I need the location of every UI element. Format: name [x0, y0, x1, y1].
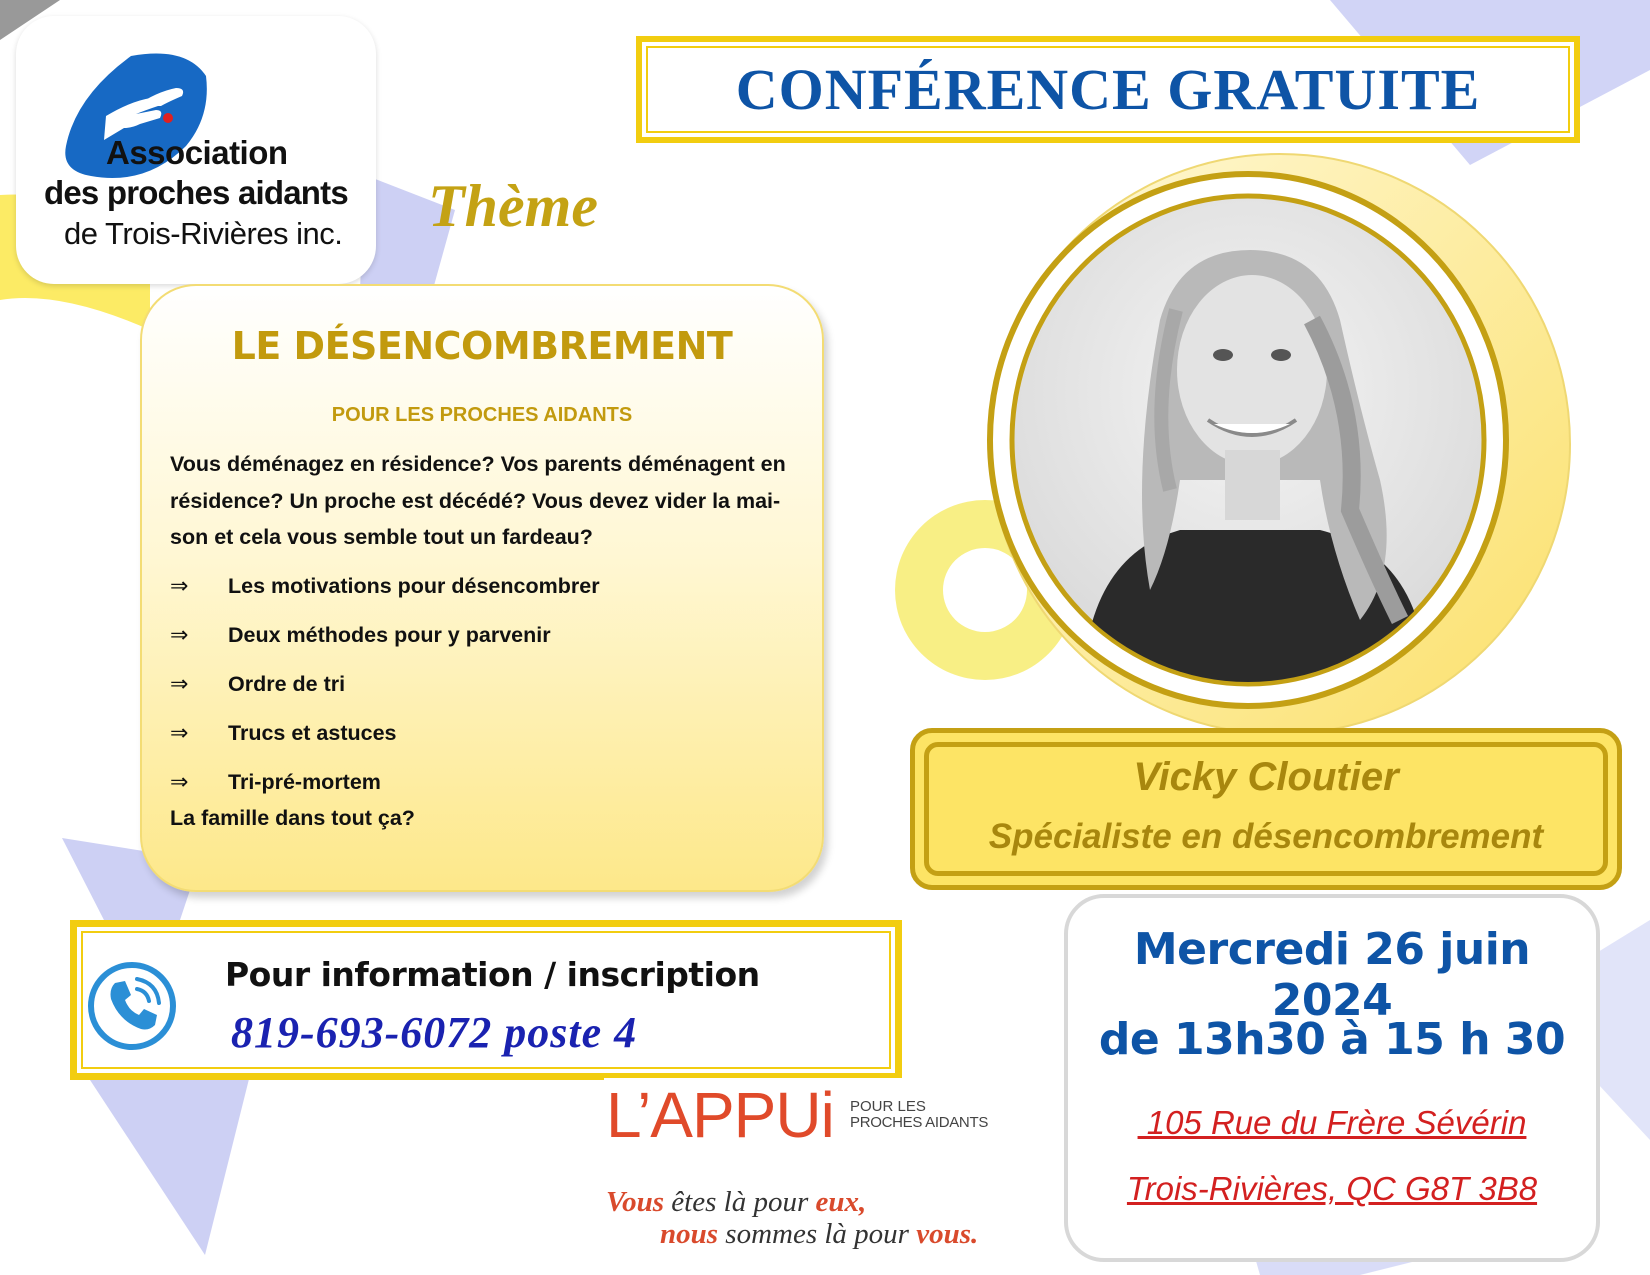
- arrow-icon: ⇒: [170, 721, 189, 746]
- appui-side-line-1: POUR LES: [850, 1098, 926, 1115]
- info-label: Pour information / inscription: [225, 955, 760, 994]
- bullet-item: [170, 623, 551, 648]
- logo-line-1: Association: [106, 134, 288, 171]
- event-date: Mercredi 26 juin 2024: [1133, 924, 1531, 1026]
- theme-subtitle: POUR LES PROCHES AIDANTS: [331, 404, 633, 426]
- appui-tagline-1: Vous êtes là pour eux,: [606, 1186, 867, 1218]
- appui-side-line-2: PROCHES AIDANTS: [850, 1114, 989, 1131]
- arrow-icon: ⇒: [170, 770, 189, 795]
- intro-line: Vous déménagez en résidence? Vos parents déménagent en: [170, 452, 786, 476]
- appui-tagline-2: nous sommes là pour vous.: [660, 1218, 979, 1250]
- page-title: CONFÉRENCE GRATUITE: [735, 57, 1481, 122]
- appui-wordmark: L’APPUi: [606, 1079, 834, 1151]
- logo-line-3: de Trois-Rivières inc.: [64, 216, 343, 251]
- phone-number[interactable]: 819-693-6072 poste 4: [231, 1008, 638, 1057]
- theme-card: [140, 284, 824, 892]
- address-line-2[interactable]: Trois-Rivières, QC G8T 3B8: [1126, 1170, 1538, 1207]
- association-logo: [16, 16, 376, 284]
- event-time: de 13h30 à 15 h 30: [1098, 1014, 1566, 1065]
- bullet-item: [170, 770, 381, 795]
- speaker-role: Spécialiste en désencombrement: [988, 817, 1544, 856]
- event-details-box: [1064, 894, 1600, 1262]
- arrow-icon: ⇒: [170, 623, 189, 648]
- info-box: [70, 920, 902, 1080]
- bullet-item: [170, 721, 397, 746]
- theme-label: Thème: [428, 173, 598, 239]
- bullet-item: [170, 574, 600, 599]
- address-line-1[interactable]: 105 Rue du Frère Sévérin: [1137, 1104, 1527, 1141]
- appui-logo: [604, 1078, 1000, 1248]
- bullet-text: Ordre de tri: [228, 672, 346, 696]
- bullet-text: Tri-pré-mortem: [228, 770, 381, 794]
- speaker-name: Vicky Cloutier: [1133, 755, 1399, 799]
- arrow-icon: ⇒: [170, 574, 189, 599]
- theme-closing: La famille dans tout ça?: [170, 806, 415, 830]
- bullet-text: Les motivations pour désencombrer: [228, 574, 600, 598]
- logo-line-2: des proches aidants: [44, 174, 348, 211]
- intro-line: résidence? Un proche est décédé? Vous devez vider la mai-: [170, 488, 781, 513]
- bullet-text: Deux méthodes pour y parvenir: [228, 623, 551, 647]
- bullet-text: Trucs et astuces: [228, 721, 397, 745]
- speaker-portrait: [980, 150, 1580, 738]
- theme-title: LE DÉSENCOMBREMENT: [231, 324, 733, 368]
- arrow-icon: ⇒: [170, 672, 189, 697]
- theme-intro: [170, 446, 804, 556]
- speaker-box: [910, 728, 1622, 890]
- intro-line: son et cela vous semble tout un fardeau?: [170, 525, 593, 549]
- title-box: [636, 36, 1580, 143]
- phone-icon: [85, 959, 179, 1053]
- bullet-item: [170, 672, 345, 697]
